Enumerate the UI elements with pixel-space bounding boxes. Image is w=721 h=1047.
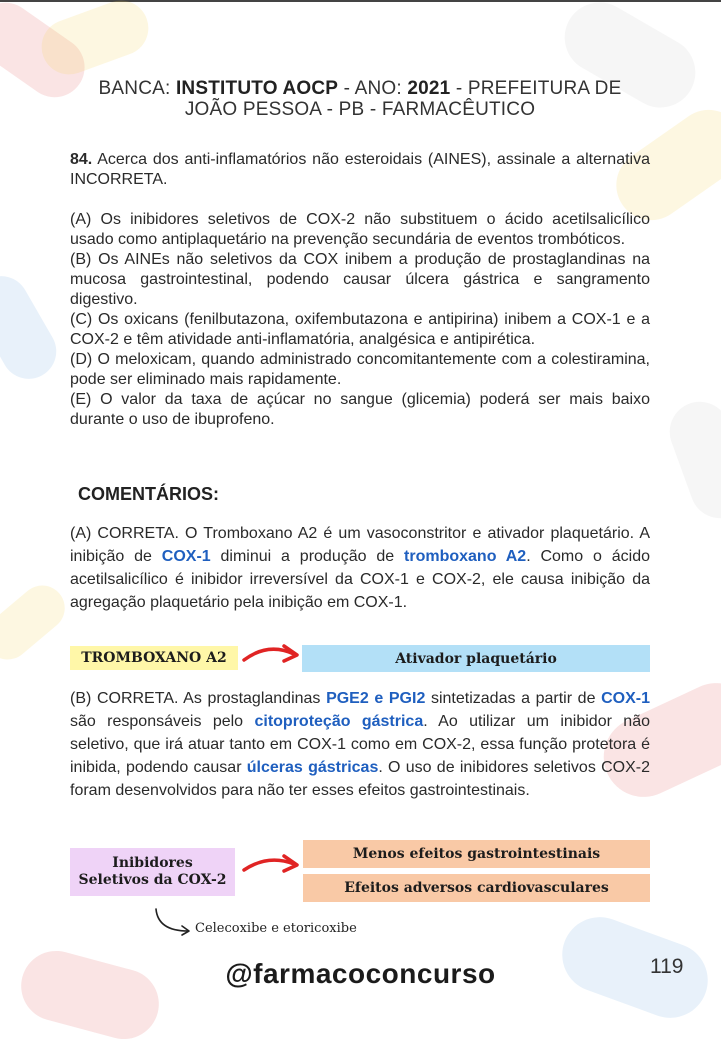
top-border xyxy=(0,0,721,2)
inibidores-seletivos-box xyxy=(70,848,235,896)
comment-a xyxy=(70,522,650,614)
comment-b xyxy=(70,687,650,802)
option-e: (E) O valor da taxa de açúcar no sangue (glicemia) poderá ser mais baixo durante o uso de ibuprofeno. xyxy=(70,391,650,428)
header-line-2: JOÃO PESSOA - PB - FARMACÊUTICO xyxy=(184,99,536,120)
highlight-pge2-pgi2: PGE2 e PGI2 xyxy=(326,690,426,707)
tromboxano-label: TROMBOXANO A2 xyxy=(70,646,238,670)
comment-b-text: . Ao utilizar um inibidor não seletivo, que irá atuar tanto em COX-1 como em COX-2, essa função protetora é inibida, podendo causar xyxy=(70,713,651,776)
red-arrow-icon xyxy=(240,640,302,666)
highlight-citoprotecao: citoproteção gástrica xyxy=(254,713,424,730)
pill-decoration xyxy=(0,266,66,389)
highlight-ulceras: úlceras gástricas xyxy=(246,759,379,776)
ano-value: 2021 xyxy=(407,78,451,99)
comment-b-text: são responsáveis pelo xyxy=(70,713,255,730)
comment-b-text: sintetizadas a partir de xyxy=(425,690,602,707)
comment-b-text: (B) CORRETA. As prostaglandinas xyxy=(70,690,327,707)
inibidores-line-2: Seletivos da COX-2 xyxy=(78,872,227,888)
question-stem xyxy=(70,150,650,190)
highlight-cox1: COX-1 xyxy=(161,548,211,565)
banca-prefix: BANCA: xyxy=(98,78,176,99)
option-c: (C) Os oxicans (fenilbutazona, oxifembutazona e antipirina) inibem a COX-1 e a COX-2 e têm atividade anti-inflamatória, analgésica e antipirética. xyxy=(70,311,650,348)
question-block xyxy=(70,150,650,430)
red-arrow-icon xyxy=(240,852,302,878)
comment-b-text: . O uso de inibidores seletivos COX-2 foram desenvolvidos para não ter esses efeitos gastrointestinais. xyxy=(70,759,650,799)
banca-name: INSTITUTO AOCP xyxy=(175,78,339,99)
pill-decoration xyxy=(0,576,74,668)
comments-title: COMENTÁRIOS: xyxy=(78,484,219,504)
pill-decoration xyxy=(661,393,721,526)
comment-a-text: (A) CORRETA. O Tromboxano A2 é um vasoconstritor e ativador plaquetário. A inibição de xyxy=(70,525,650,565)
question-number: 84. xyxy=(70,151,93,168)
highlight-cox1: COX-1 xyxy=(601,690,651,707)
instagram-handle: @farmacoconcurso xyxy=(225,958,496,989)
option-b: (B) Os AINEs não seletivos da COX inibem a produção de prostaglandinas na mucosa gastrointestinal, podendo causar úlcera gástrica e sangramento digestivo. xyxy=(70,251,650,308)
ano-prefix: - ANO: xyxy=(338,78,408,99)
comment-a-text: . Como o ácido acetilsalicílico é inibidor irreversível da COX-1 e COX-2, ele causa inibição da agregação plaquetário pela inibição em COX-1. xyxy=(70,548,651,611)
page-number: 119 xyxy=(650,955,684,978)
inibidores-line-1: Inibidores xyxy=(112,855,193,871)
menos-efeitos-box: Menos efeitos gastrointestinais xyxy=(303,840,650,868)
efeitos-adversos-box: Efeitos adversos cardiovasculares xyxy=(303,874,650,902)
option-d: (D) O meloxicam, quando administrado concomitantemente com a colestiramina, pode ser eliminado mais rapidamente. xyxy=(70,351,650,388)
ativador-plaquetario-box: Ativador plaquetário xyxy=(302,645,650,672)
question-text: Acerca dos anti-inflamatórios não esteroidais (AINES), assinale a alternativa INCORRETA. xyxy=(70,151,650,188)
celecoxibe-note: Celecoxibe e etoricoxibe xyxy=(195,921,357,936)
comment-a-text: diminui a produção de xyxy=(210,548,405,565)
exam-header xyxy=(70,78,650,120)
header-rest: - PREFEITURA DE xyxy=(450,78,622,99)
highlight-tromboxano: tromboxano A2 xyxy=(404,548,527,565)
curved-arrow-icon xyxy=(150,905,194,939)
header-line-1 xyxy=(70,78,650,99)
option-a: (A) Os inibidores seletivos de COX-2 não substituem o ácido acetilsalicílico usado como antiplaquetário na prevenção secundária de eventos trombóticos. xyxy=(70,211,650,248)
